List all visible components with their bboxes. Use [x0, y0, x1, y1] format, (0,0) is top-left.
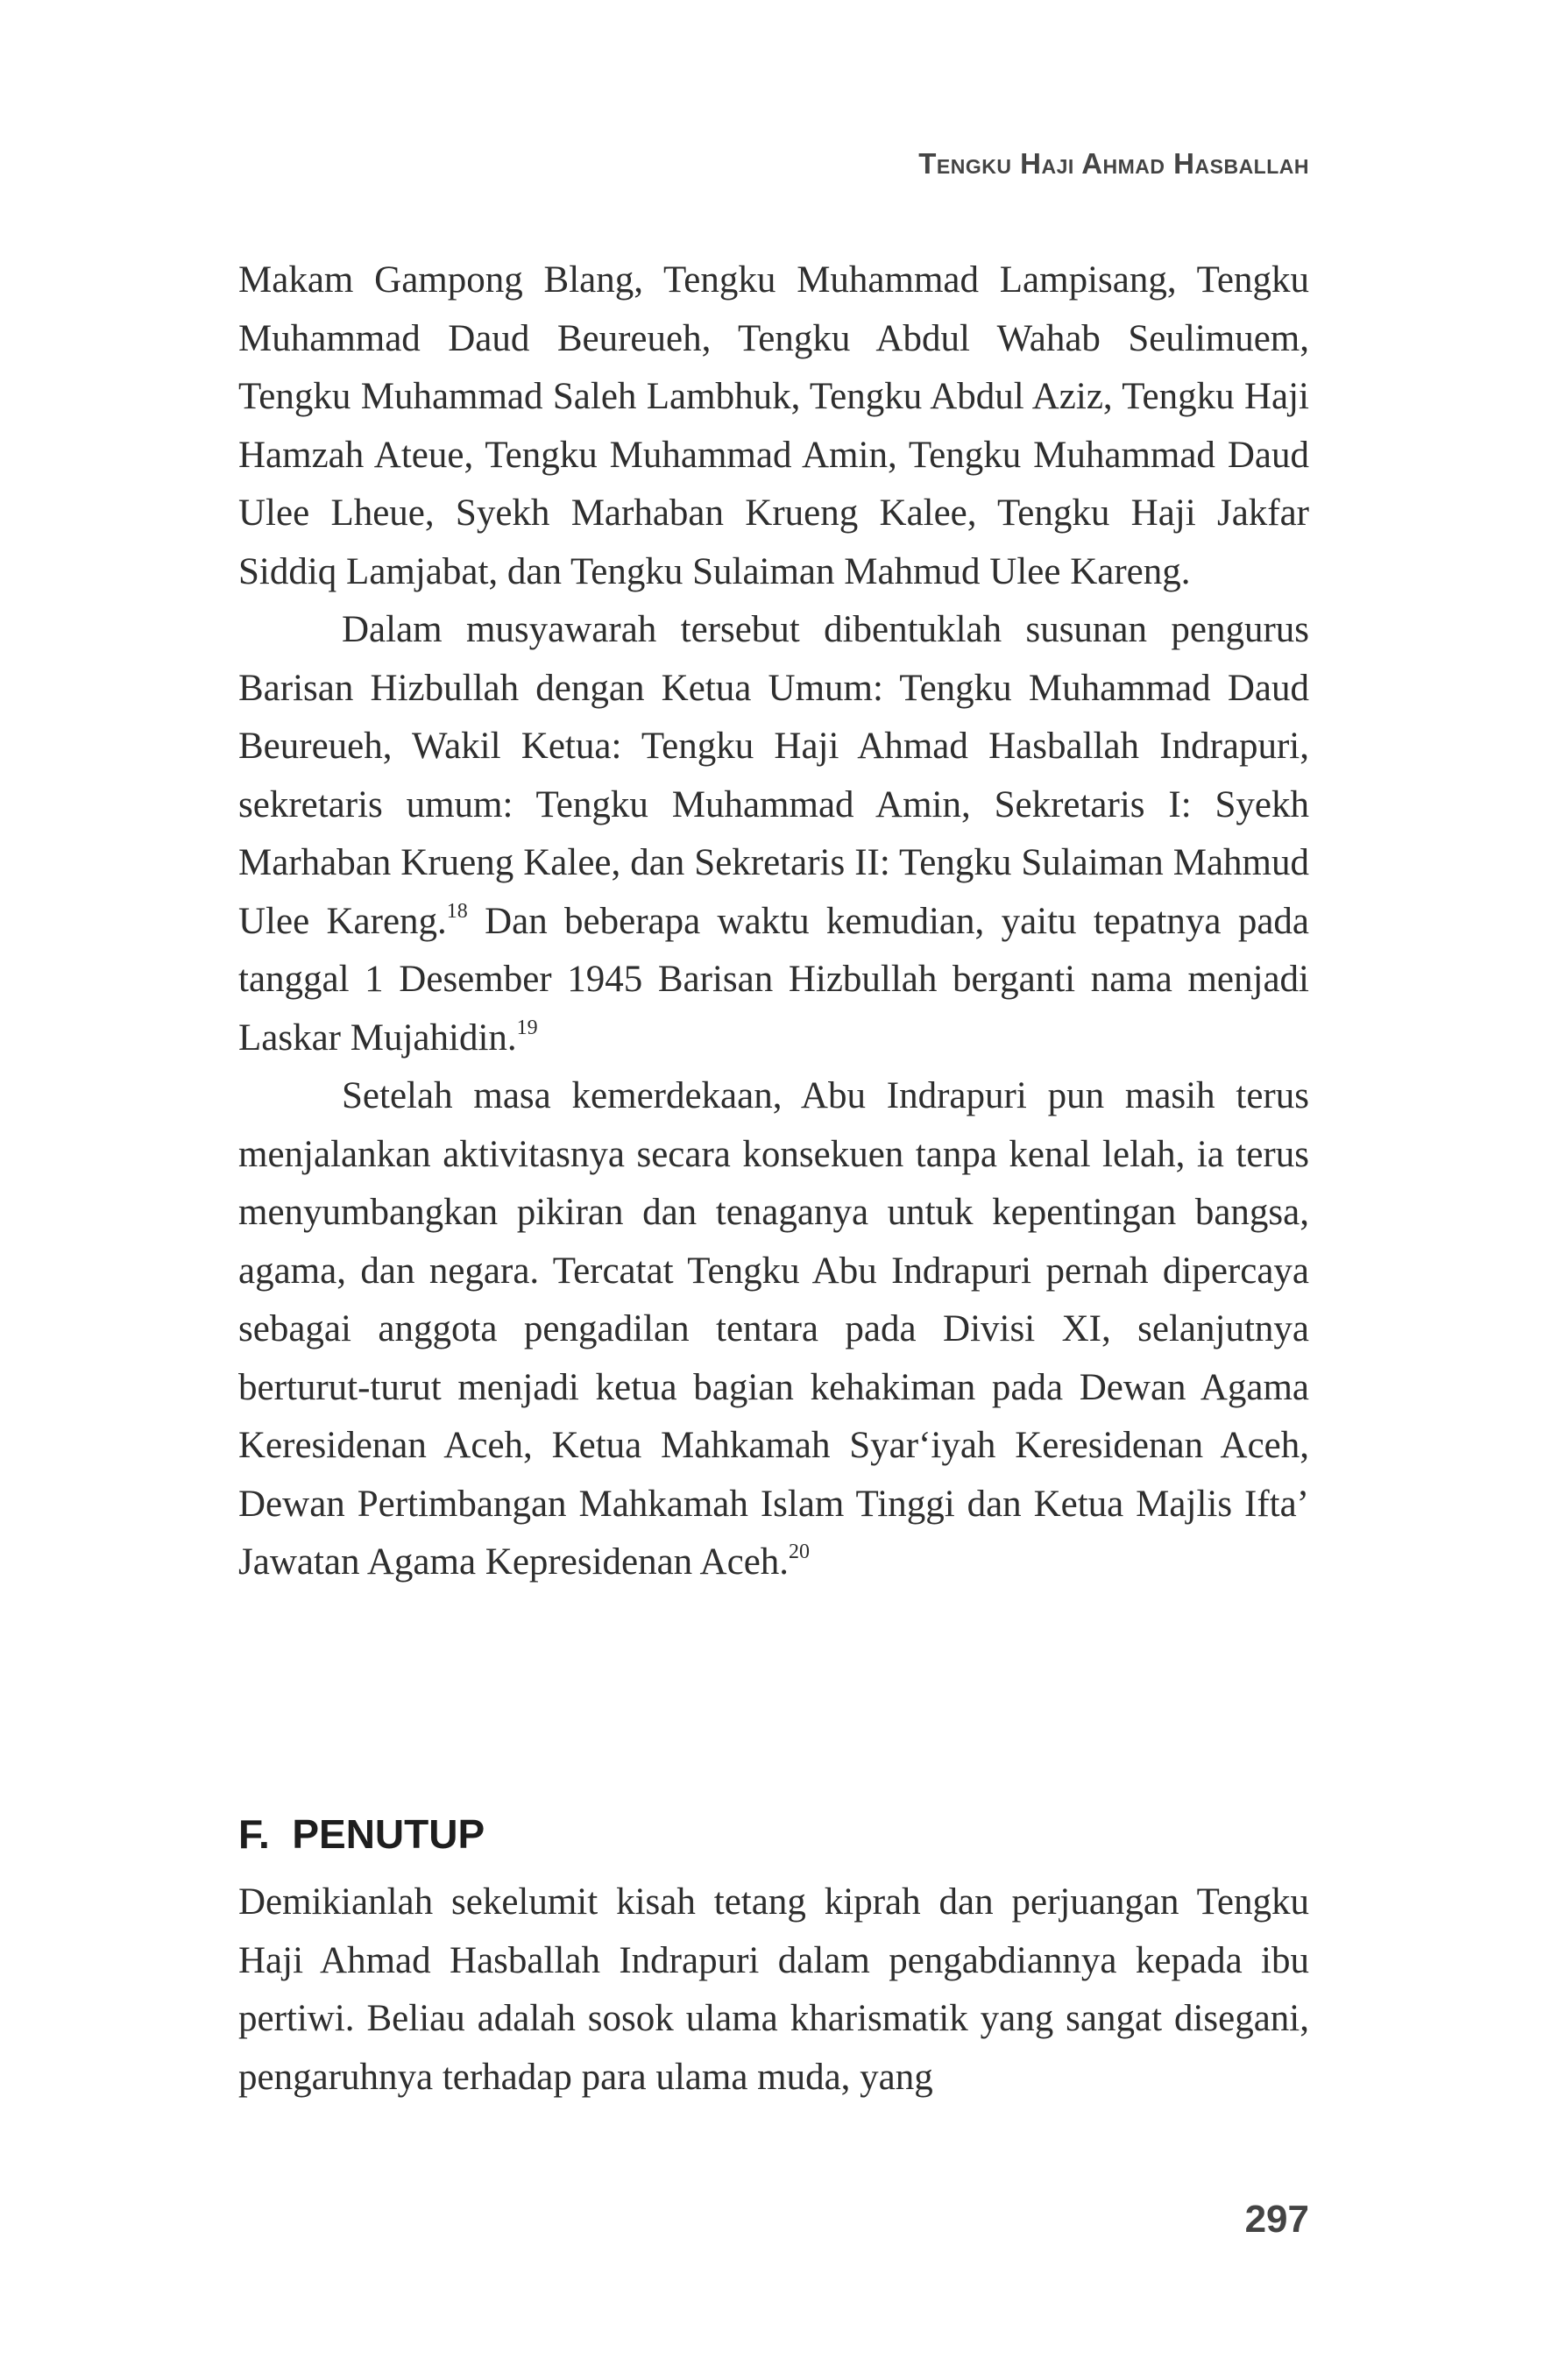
- footnote-ref-19[interactable]: 19: [516, 1016, 538, 1039]
- paragraph-hizbullah: [238, 601, 1309, 1067]
- main-text: [238, 251, 1309, 1592]
- running-header: Tengku Haji Ahmad Hasballah: [918, 147, 1309, 180]
- paragraph-text: Dan beberapa waktu kemudian, yaitu tepatnya pada tanggal 1 Desember 1945 Barisan Hizbullah berganti nama menjadi Laskar Mujahidin.: [238, 900, 1309, 1059]
- closing-text: [238, 1874, 1309, 2107]
- footnote-ref-18[interactable]: 18: [446, 899, 468, 923]
- paragraph-after-independence: [238, 1067, 1309, 1592]
- paragraph-closing: Demikianlah sekelumit kisah tetang kiprah dan perjuangan Tengku Haji Ahmad Hasballah Indrapuri dalam pengabdiannya kepada ibu pertiwi. Beliau adalah sosok ulama kharismatik yang sangat disegani, pengaruhnya terhadap para ulama muda, yang: [238, 1881, 1309, 2098]
- footnote-ref-20[interactable]: 20: [789, 1541, 811, 1563]
- paragraph-text: Dalam musyawarah tersebut dibentuklah susunan pengurus Barisan Hizbullah dengan Ketua Umum: Tengku Muhammad Daud Beureueh, Wakil Ketua: Tengku Haji Ahmad Hasballah Indrapuri, sekretaris umum: Tengku Muhammad Amin, Sekretaris I: Syekh Marhaban Krueng Kalee, dan Sekretaris II: Tengku Sulaiman Mahmud Ulee Kareng.: [238, 609, 1309, 942]
- paragraph-continued: Makam Gampong Blang, Tengku Muhammad Lampisang, Tengku Muhammad Daud Beureueh, Tengku Abdul Wahab Seulimuem, Tengku Muhammad Saleh Lambhuk, Tengku Abdul Aziz, Tengku Haji Hamzah Ateue, Tengku Muhammad Amin, Tengku Muhammad Daud Ulee Lheue, Syekh Marhaban Krueng Kalee, Tengku Haji Jakfar Siddiq Lamjabat, dan Tengku Sulaiman Mahmud Ulee Kareng.: [238, 259, 1309, 592]
- page-number: 297: [1244, 2198, 1309, 2241]
- paragraph-text: Setelah masa kemerdekaan, Abu Indrapuri pun masih terus menjalankan aktivitasnya secara konsekuen tanpa kenal lelah, ia terus menyumbangkan pikiran dan tenaganya untuk kepentingan bangsa, agama, dan negara. Tercatat Tengku Abu Indrapuri pernah dipercaya sebagai anggota pengadilan tentara pada Divisi XI, selanjutnya berturut-turut menjadi ketua bagian kehakiman pada Dewan Agama Keresidenan Aceh, Ketua Mahkamah Syar‘iyah Keresidenan Aceh, Dewan Pertimbangan Mahkamah Islam Tinggi dan Ketua Majlis Ifta’ Jawatan Agama Kepresidenan Aceh.: [238, 1075, 1309, 1583]
- section-heading: F. PENUTUP: [238, 1811, 485, 1857]
